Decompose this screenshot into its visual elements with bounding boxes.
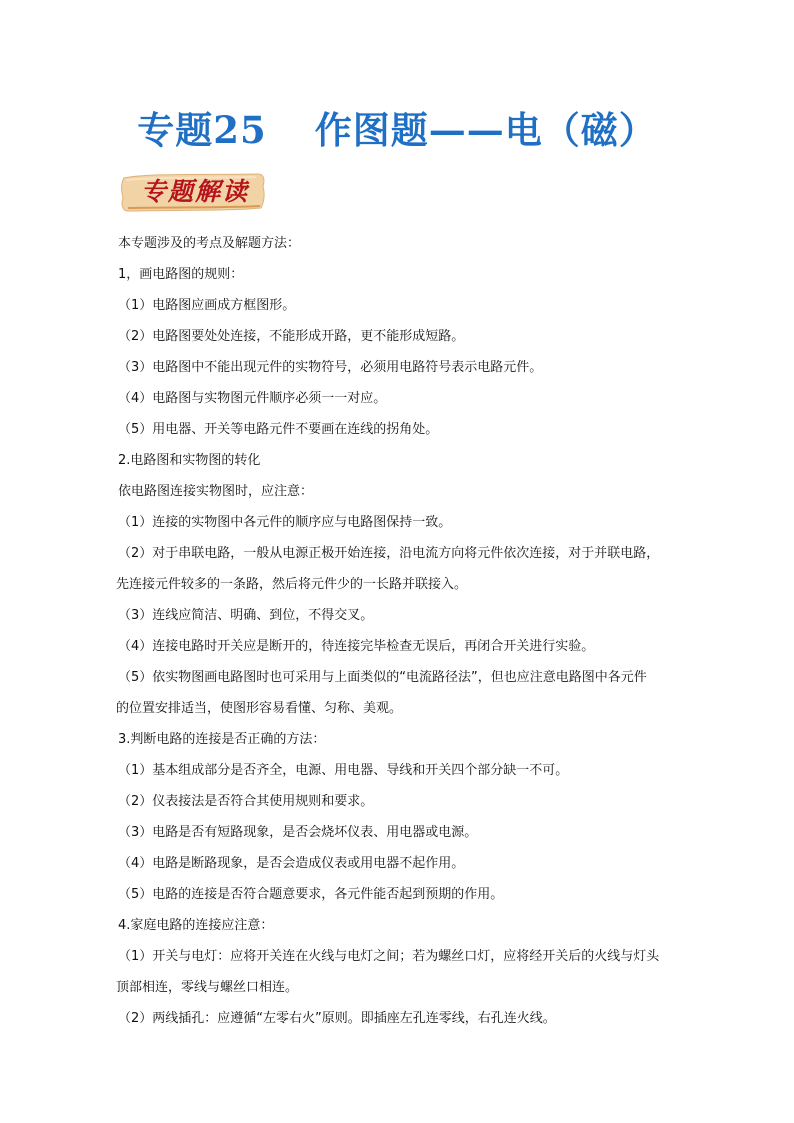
paragraph-line: 2.电路图和实物图的转化 xyxy=(118,453,261,468)
paragraph-line: （4）电路是断路现象，是否会造成仪表或用电器不起作用。 xyxy=(118,856,465,871)
paragraph-line: （5）电路的连接是否符合题意要求，各元件能否起到预期的作用。 xyxy=(118,887,504,902)
paragraph-line: （3）电路图中不能出现元件的实物符号，必须用电路符号表示电路元件。 xyxy=(118,360,543,375)
paragraph-line: （1）开关与电灯：应将开关连在火线与电灯之间；若为螺丝口灯，应将经开关后的火线与灯头 xyxy=(118,949,660,964)
banner-label: 专题解读 xyxy=(140,177,249,206)
paragraph-line: （2）仪表接法是否符合其使用规则和要求。 xyxy=(118,794,374,809)
paragraph-line: （5）依实物图画电路图时也可采用与上面类似的“电流路径法”，但也应注意电路图中各元件 xyxy=(118,670,647,685)
paragraph-line: （1）连接的实物图中各元件的顺序应与电路图保持一致。 xyxy=(118,515,452,530)
paragraph-line: （2）两线插孔：应遵循“左零右火”原则。即插座左孔连零线，右孔连火线。 xyxy=(118,1011,556,1026)
paragraph-line: 1，画电路图的规则： xyxy=(118,267,244,282)
document-body xyxy=(118,228,703,1034)
document-title xyxy=(0,100,794,154)
paragraph-line: （3）连线应简洁、明确、到位，不得交叉。 xyxy=(118,608,374,623)
paragraph-line: （1）基本组成部分是否齐全，电源、用电器、导线和开关四个部分缺一不可。 xyxy=(118,763,569,778)
title-topic-name: 作图题——电（磁） xyxy=(314,108,657,152)
paragraph-line: 顶部相连，零线与螺丝口相连。 xyxy=(116,980,299,995)
paragraph-line: 4.家庭电路的连接应注意： xyxy=(118,918,274,933)
paragraph-line: （4）连接电路时开关应是断开的，待连接完毕检查无误后，再闭合开关进行实验。 xyxy=(118,639,595,654)
paragraph-line: 依电路图连接实物图时，应注意： xyxy=(118,484,314,499)
paragraph-line: 的位置安排适当，使图形容易看懂、匀称、美观。 xyxy=(116,701,403,716)
paragraph-line: （3）电路是否有短路现象，是否会烧坏仪表、用电器或电源。 xyxy=(118,825,478,840)
paragraph-line: （2）电路图要处处连接，不能形成开路，更不能形成短路。 xyxy=(118,329,465,344)
paragraph-line: （1）电路图应画成方框图形。 xyxy=(118,298,296,313)
paragraph-line: 先连接元件较多的一条路，然后将元件少的一长路并联接入。 xyxy=(116,577,468,592)
paragraph-line: （4）电路图与实物图元件顺序必须一一对应。 xyxy=(118,391,387,406)
section-banner xyxy=(118,170,268,214)
paragraph-line: 本专题涉及的考点及解题方法： xyxy=(118,236,301,251)
title-topic-number: 专题25 xyxy=(137,108,267,152)
paragraph-line: （2）对于串联电路，一般从电源正极开始连接，沿电流方向将元件依次连接，对于并联电路， xyxy=(118,546,660,561)
paragraph-line: 3.判断电路的连接是否正确的方法： xyxy=(118,732,326,747)
paragraph-line: （5）用电器、开关等电路元件不要画在连线的拐角处。 xyxy=(118,422,439,437)
